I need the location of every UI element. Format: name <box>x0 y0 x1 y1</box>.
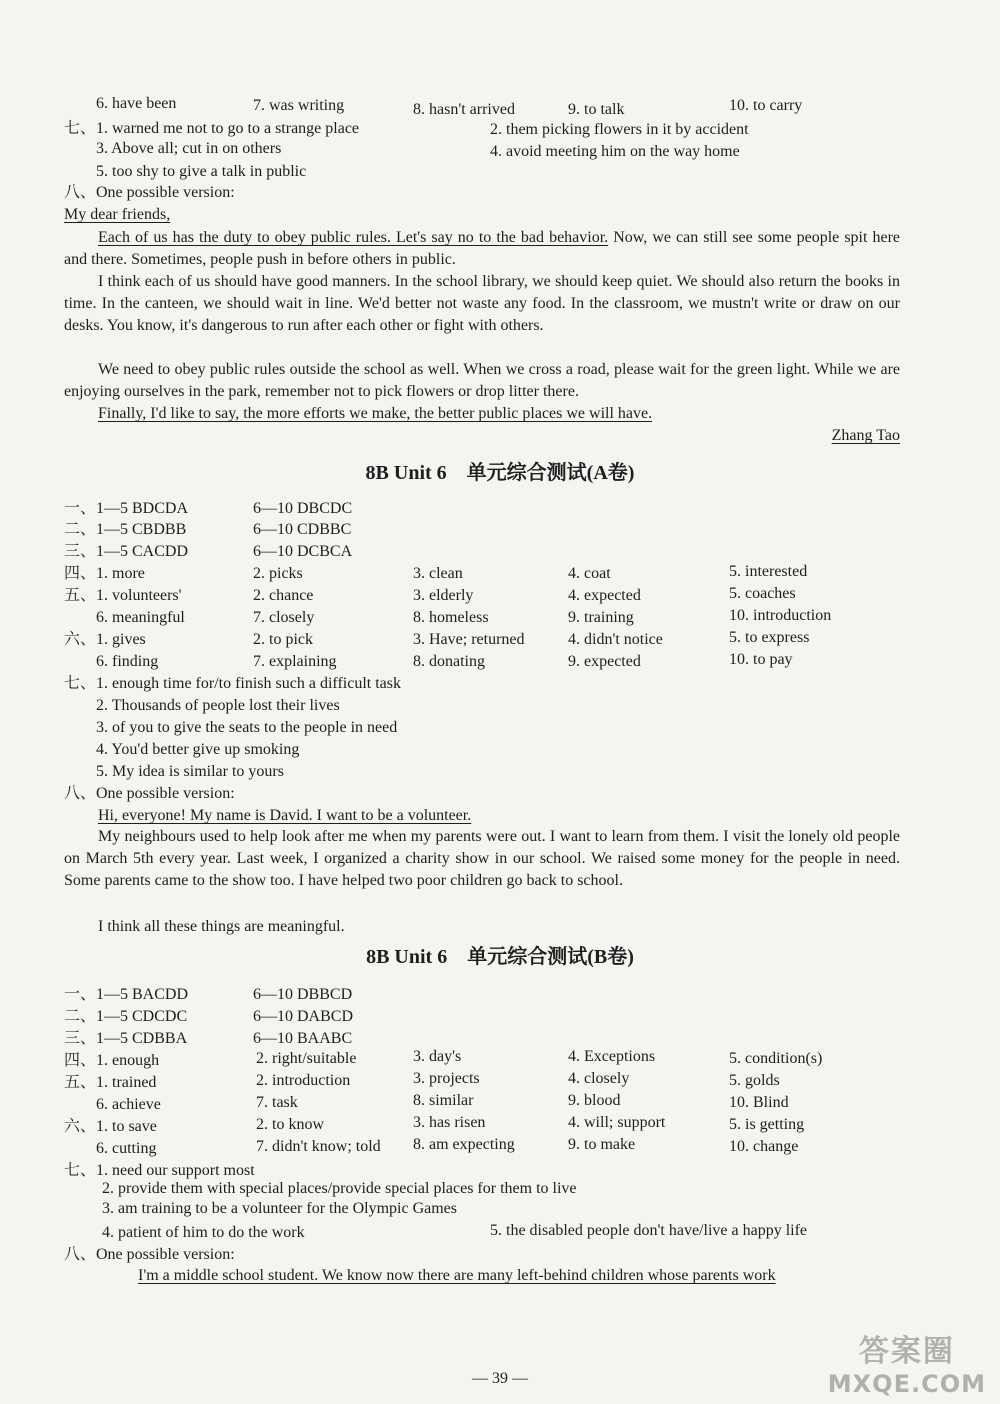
section-title-a: 8B Unit 6 单元综合测试(A卷) <box>365 462 635 484</box>
answer-item: 6. meaningful <box>96 609 185 626</box>
essay-key-sentence: Hi, everyone! My name is David. I want to be a volunteer. <box>98 807 472 824</box>
answer-item: 10. to pay <box>729 651 793 668</box>
answer-item: 6—10 BAABC <box>253 1030 353 1047</box>
answer-item: 4. will; support <box>568 1114 666 1131</box>
answer-item: 2. chance <box>253 587 314 604</box>
answer-item: 6—10 DABCD <box>253 1008 354 1025</box>
essay-paragraph: I think each of us should have good manners. In the school library, we should keep quiet. We should also return the books in time. In the canteen, we should wait in line. We'd better not waste any food. In the classroom, we mustn't write or draw on our desks. You know, it's dangerous to run after each other or fight with others. <box>64 273 900 334</box>
answer-item: 8. similar <box>413 1092 474 1109</box>
answer-item: 2. to know <box>256 1116 324 1133</box>
answer-item: 9. to make <box>568 1136 636 1153</box>
essay-key-sentence: Each of us has the duty to obey public rules. Let's say no to the bad behavior. <box>98 229 609 246</box>
answer-item: 4. expected <box>568 587 641 604</box>
answer-item: 4. didn't notice <box>568 631 663 648</box>
essay-paragraph: I think all these things are meaningful. <box>98 918 345 935</box>
answer-item: 10. Blind <box>729 1094 789 1111</box>
answer-item: 9. expected <box>568 653 641 670</box>
answer-item: 3. has risen <box>413 1114 486 1131</box>
answer-item: 1. warned me not to go to a strange place <box>96 120 360 137</box>
answer-item: 5. the disabled people don't have/live a happy life <box>490 1222 808 1239</box>
answer-item: 5. is getting <box>729 1116 805 1133</box>
answer-item: 3. projects <box>413 1070 480 1087</box>
answer-item: 2. Thousands of people lost their lives <box>96 697 340 714</box>
answer-item: 6—10 DBCDC <box>253 500 353 517</box>
answer-item: 6—10 CDBBC <box>253 521 352 538</box>
answer-item: 一、1—5 BDCDA <box>64 500 189 517</box>
essay-paragraph: We need to obey public rules outside the school as well. When we cross a road, please wait for the green light. While we are enjoying ourselves in the park, remember not to pick flowers or drop litter there. <box>64 361 900 400</box>
signature: Zhang Tao <box>831 427 900 444</box>
answer-item: 一、1—5 BACDD <box>64 986 189 1003</box>
answer-item: 7. didn't know; told <box>256 1138 381 1155</box>
answer-item: 7. closely <box>253 609 315 626</box>
answer-item: 2. them picking flowers in it by accident <box>490 121 749 138</box>
answer-item: 4. closely <box>568 1070 630 1087</box>
answer-item: 六、1. to save <box>64 1118 157 1135</box>
answer-item: 9. to talk <box>568 101 625 118</box>
answer-item: 10. introduction <box>729 607 832 624</box>
answer-item: 5. to express <box>729 629 810 646</box>
answer-item: 10. change <box>729 1138 799 1155</box>
answer-item: 6—10 DCBCA <box>253 543 353 560</box>
essay-paragraph: My neighbours used to help look after me when my parents were out. I want to learn from them. I visit the lonely old people on March 5th every year. Last week, I organized a charity show in our school. We raised some money for the people in need. Some parents came to the show too. I have helped two poor children go back to school. <box>64 828 900 889</box>
answer-item: 三、1—5 CDBBA <box>64 1030 188 1047</box>
answer-item: 9. training <box>568 609 634 626</box>
answer-item: 3. am training to be a volunteer for the Olympic Games <box>102 1200 458 1217</box>
answer-item: 2. to pick <box>253 631 313 648</box>
answer-item: 6. achieve <box>96 1096 161 1113</box>
essay-paragraph <box>64 403 900 425</box>
answer-item: 2. picks <box>253 565 303 582</box>
section-label: 八、One possible version: <box>64 785 235 802</box>
essay-paragraph: Each of us has the duty to obey public rules. Let's say no to the bad behavior. Now, we can still see some people spit here and there. Sometimes, people push in before others in public. <box>64 229 901 268</box>
answer-item: 7. explaining <box>253 653 337 670</box>
answer-item: 3. clean <box>413 565 463 582</box>
answer-item: 9. blood <box>568 1092 621 1109</box>
answer-item: 5. golds <box>729 1072 780 1089</box>
answer-item: 6. cutting <box>96 1140 157 1157</box>
answer-item: 四、1. more <box>64 565 145 582</box>
answer-item: 7. task <box>256 1094 298 1111</box>
answer-item: 10. to carry <box>729 97 803 114</box>
section-label: 八、One possible version: <box>64 1246 235 1263</box>
answer-item: 6—10 DBBCD <box>253 986 353 1003</box>
answer-item: 2. introduction <box>256 1072 351 1089</box>
answer-item: 6. have been <box>96 95 177 112</box>
essay-key-sentence: Finally, I'd like to say, the more efforts we make, the better public places we will have. <box>98 405 653 422</box>
site-watermark: 答案圈 MXQE.COM <box>827 1334 986 1398</box>
answer-item: 8. hasn't arrived <box>413 101 515 118</box>
answer-item: 4. Exceptions <box>568 1048 656 1065</box>
answer-item: 8. am expecting <box>413 1136 515 1153</box>
answer-item: 五、1. trained <box>64 1074 157 1091</box>
answer-item: 5. coaches <box>729 585 796 602</box>
answer-item: 2. provide them with special places/provide special places for them to live <box>102 1180 577 1197</box>
answer-item: 3. Have; returned <box>413 631 525 648</box>
answer-item: 4. patient of him to do the work <box>102 1224 305 1241</box>
answer-item: 7. was writing <box>253 97 345 114</box>
answer-item: 3. Above all; cut in on others <box>96 140 282 157</box>
letter-greeting: My dear friends, <box>64 206 171 223</box>
answer-item: 5. interested <box>729 563 808 580</box>
answer-item: 3. elderly <box>413 587 474 604</box>
section-label: 八、One possible version: <box>64 184 235 201</box>
answer-item: 七、1. enough time for/to finish such a difficult task <box>64 675 401 692</box>
answer-item: 4. coat <box>568 565 611 582</box>
answer-item: 七、1. need our support most <box>64 1162 255 1179</box>
answer-item: 5. too shy to give a talk in public <box>96 163 307 180</box>
section-title-b: 8B Unit 6 单元综合测试(B卷) <box>366 946 634 968</box>
answer-item: 二、1—5 CDCDC <box>64 1008 188 1025</box>
answer-item: 4. avoid meeting him on the way home <box>490 143 740 160</box>
essay-key-sentence: I'm a middle school student. We know now there are many left-behind children whose parents work <box>138 1267 776 1284</box>
answer-item: 二、1—5 CBDBB <box>64 521 187 538</box>
answer-item: 8. homeless <box>413 609 489 626</box>
answer-item: 2. right/suitable <box>256 1050 357 1067</box>
answer-item: 三、1—5 CACDD <box>64 543 189 560</box>
answer-item: 5. condition(s) <box>729 1050 823 1067</box>
section-label: 七、 <box>64 120 97 137</box>
answer-item: 6. finding <box>96 653 159 670</box>
answer-item: 五、1. volunteers' <box>64 587 182 604</box>
answer-item: 3. day's <box>413 1048 462 1065</box>
answer-item: 5. My idea is similar to yours <box>96 763 284 780</box>
answer-item: 四、1. enough <box>64 1052 160 1069</box>
page-number: — 39 — <box>472 1370 528 1387</box>
answer-item: 4. You'd better give up smoking <box>96 741 300 758</box>
answer-item: 8. donating <box>413 653 485 670</box>
answer-item: 六、1. gives <box>64 631 146 648</box>
answer-item: 3. of you to give the seats to the people in need <box>96 719 398 736</box>
